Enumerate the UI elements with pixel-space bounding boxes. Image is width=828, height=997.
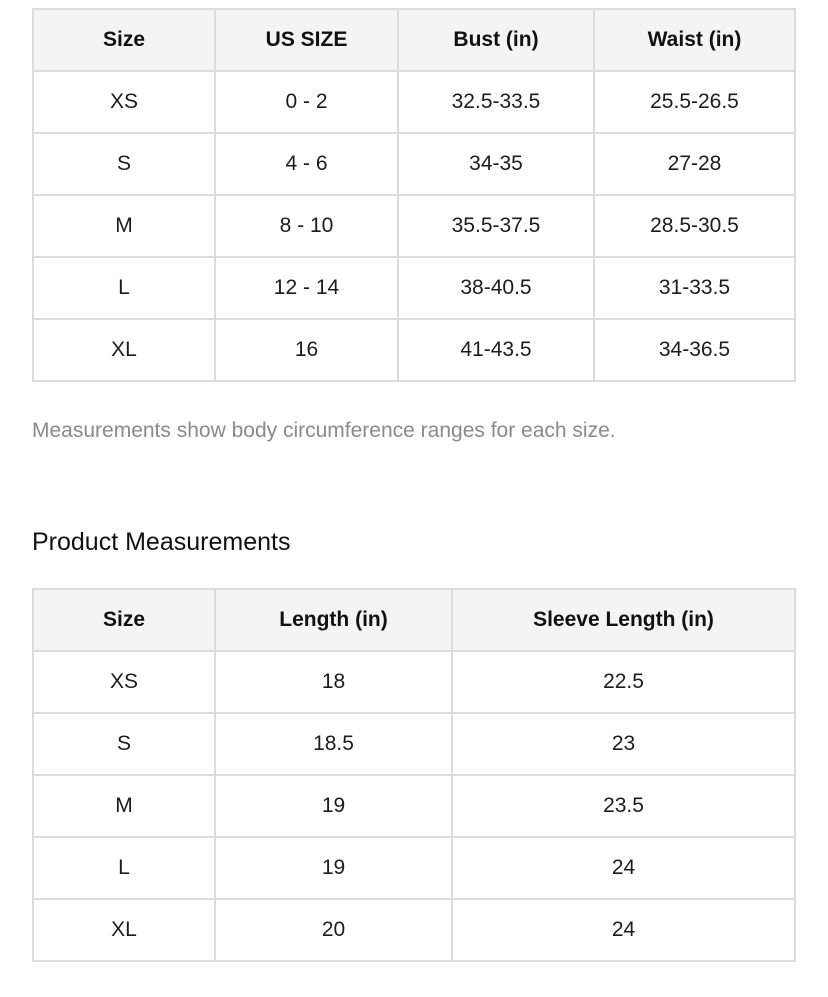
header-sleeve-length: Sleeve Length (in)	[452, 589, 795, 651]
cell-waist: 34-36.5	[594, 319, 795, 381]
cell-size: L	[33, 837, 215, 899]
cell-size: XL	[33, 899, 215, 961]
cell-bust: 32.5-33.5	[398, 71, 594, 133]
cell-sleeve-length: 22.5	[452, 651, 795, 713]
cell-us-size: 12 - 14	[215, 257, 398, 319]
table-row	[33, 195, 795, 257]
table-row	[33, 71, 795, 133]
cell-us-size: 4 - 6	[215, 133, 398, 195]
header-size: Size	[33, 589, 215, 651]
cell-size: S	[33, 133, 215, 195]
cell-length: 19	[215, 837, 452, 899]
cell-waist: 25.5-26.5	[594, 71, 795, 133]
cell-sleeve-length: 23.5	[452, 775, 795, 837]
cell-size: L	[33, 257, 215, 319]
cell-length: 18.5	[215, 713, 452, 775]
table-header-row	[33, 589, 795, 651]
table-row	[33, 899, 795, 961]
cell-waist: 31-33.5	[594, 257, 795, 319]
cell-bust: 35.5-37.5	[398, 195, 594, 257]
table-row	[33, 319, 795, 381]
header-waist: Waist (in)	[594, 9, 795, 71]
cell-bust: 41-43.5	[398, 319, 594, 381]
cell-size: S	[33, 713, 215, 775]
header-us-size: US SIZE	[215, 9, 398, 71]
cell-bust: 38-40.5	[398, 257, 594, 319]
table-row	[33, 133, 795, 195]
cell-size: XS	[33, 651, 215, 713]
cell-us-size: 8 - 10	[215, 195, 398, 257]
cell-bust: 34-35	[398, 133, 594, 195]
table-row	[33, 713, 795, 775]
cell-us-size: 0 - 2	[215, 71, 398, 133]
cell-waist: 27-28	[594, 133, 795, 195]
table-row	[33, 775, 795, 837]
cell-size: M	[33, 195, 215, 257]
cell-us-size: 16	[215, 319, 398, 381]
cell-sleeve-length: 23	[452, 713, 795, 775]
measurement-note: Measurements show body circumference ranges for each size.	[32, 419, 616, 442]
table-header-row	[33, 9, 795, 71]
header-size: Size	[33, 9, 215, 71]
cell-size: M	[33, 775, 215, 837]
table-row	[33, 257, 795, 319]
cell-size: XL	[33, 319, 215, 381]
section-title: Product Measurements	[32, 528, 291, 556]
cell-size: XS	[33, 71, 215, 133]
cell-waist: 28.5-30.5	[594, 195, 795, 257]
header-bust: Bust (in)	[398, 9, 594, 71]
cell-sleeve-length: 24	[452, 837, 795, 899]
body-size-table	[32, 8, 796, 382]
cell-length: 18	[215, 651, 452, 713]
header-length: Length (in)	[215, 589, 452, 651]
table-row	[33, 837, 795, 899]
product-measurements-table	[32, 588, 796, 962]
table-row	[33, 651, 795, 713]
cell-length: 19	[215, 775, 452, 837]
cell-length: 20	[215, 899, 452, 961]
cell-sleeve-length: 24	[452, 899, 795, 961]
